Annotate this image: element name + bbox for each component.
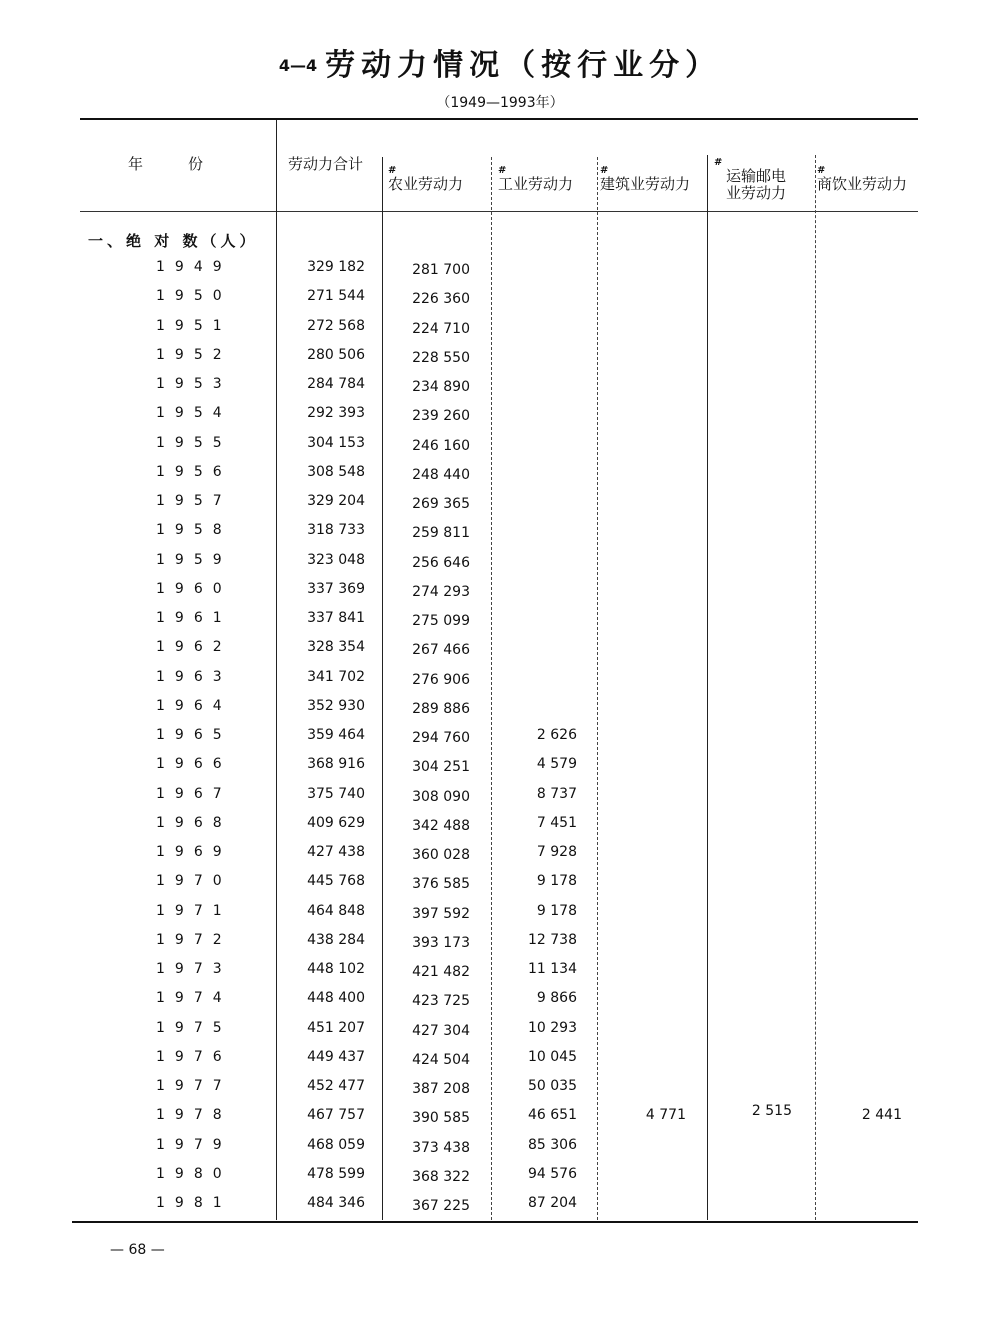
table-row (0, 903, 1000, 932)
industry-cell: 85 306 (528, 1136, 577, 1153)
table-title: 劳动力情况（按行业分） (325, 48, 722, 83)
agriculture-cell: 267 466 (412, 642, 470, 659)
agriculture-cell: 367 225 (412, 1198, 470, 1214)
subitem-mark: # (600, 165, 609, 176)
table-row (0, 815, 1000, 844)
table-row (0, 698, 1000, 727)
agriculture-cell: 275 099 (412, 613, 470, 629)
total-cell: 448 102 (307, 961, 365, 977)
industry-cell: 4 579 (536, 756, 577, 773)
section-label-absolute: 一、绝 对 数（人） (88, 232, 259, 250)
industry-cell: 7 928 (536, 844, 577, 860)
subitem-mark: # (714, 157, 723, 168)
table-number: 4—4 (278, 56, 318, 75)
agriculture-cell: 294 760 (412, 730, 470, 746)
subitem-mark: # (498, 165, 507, 176)
year-cell: 1949 (156, 259, 232, 275)
total-cell: 438 284 (307, 931, 365, 948)
agriculture-cell: 373 438 (412, 1139, 470, 1156)
agriculture-cell: 304 251 (412, 759, 470, 776)
table-row (0, 1078, 1000, 1107)
agriculture-cell: 397 592 (412, 905, 470, 922)
commerce-cell: 2 441 (861, 1107, 902, 1124)
year-cell: 1976 (156, 1048, 232, 1065)
year-cell: 1978 (156, 1107, 232, 1124)
table-row (0, 1166, 1000, 1195)
total-cell: 484 346 (307, 1195, 365, 1211)
table-row (0, 493, 1000, 522)
year-cell: 1974 (156, 990, 232, 1007)
year-range-subtitle: （1949—1993年） (436, 95, 564, 111)
agriculture-cell: 427 304 (412, 1022, 470, 1039)
header-agriculture: # 农业劳动力 (388, 165, 464, 193)
transport-cell: 2 515 (751, 1103, 792, 1120)
year-cell: 1964 (156, 697, 232, 714)
header-transport: # 运输邮电 业劳动力 (714, 157, 787, 202)
table-row (0, 639, 1000, 668)
agriculture-cell: 224 710 (412, 320, 470, 337)
year-cell: 1957 (156, 493, 232, 509)
year-cell: 1979 (156, 1136, 232, 1153)
table-row (0, 873, 1000, 902)
total-cell: 445 768 (307, 873, 365, 890)
page-title (0, 40, 1000, 84)
total-cell: 318 733 (307, 522, 365, 539)
total-cell: 329 204 (307, 493, 365, 509)
year-cell: 1951 (156, 317, 232, 334)
total-cell: 448 400 (307, 990, 365, 1007)
header-industry: # 工业劳动力 (498, 165, 574, 193)
agriculture-cell: 376 585 (412, 876, 470, 893)
table-row (0, 552, 1000, 581)
year-cell: 1968 (156, 814, 232, 831)
year-cell: 1956 (156, 463, 232, 480)
table-row (0, 669, 1000, 698)
agriculture-cell: 234 890 (412, 379, 470, 395)
total-cell: 467 757 (307, 1107, 365, 1124)
table-row (0, 844, 1000, 873)
agriculture-cell: 259 811 (412, 525, 470, 542)
total-cell: 368 916 (307, 756, 365, 773)
industry-cell: 11 134 (528, 961, 577, 977)
year-cell: 1966 (156, 756, 232, 773)
industry-cell: 10 293 (528, 1019, 577, 1036)
agriculture-cell: 360 028 (412, 847, 470, 863)
table-row (0, 932, 1000, 961)
table-row (0, 435, 1000, 464)
year-cell: 1960 (156, 580, 232, 597)
total-cell: 323 048 (307, 551, 365, 568)
industry-cell: 9 866 (536, 990, 577, 1007)
year-cell: 1971 (156, 902, 232, 919)
year-cell: 1981 (156, 1195, 232, 1211)
year-cell: 1972 (156, 931, 232, 948)
total-cell: 427 438 (307, 844, 365, 860)
agriculture-cell: 393 173 (412, 934, 470, 951)
year-cell: 1954 (156, 405, 232, 422)
total-cell: 284 784 (307, 376, 365, 392)
industry-cell: 8 737 (536, 785, 577, 802)
industry-cell: 50 035 (528, 1078, 577, 1094)
agriculture-cell: 226 360 (412, 291, 470, 308)
total-cell: 292 393 (307, 405, 365, 422)
agriculture-cell: 424 504 (412, 1051, 470, 1068)
table-row (0, 259, 1000, 288)
industry-cell: 46 651 (528, 1107, 577, 1124)
agriculture-cell: 276 906 (412, 671, 470, 688)
table-row (0, 405, 1000, 434)
table-row (0, 990, 1000, 1019)
year-cell: 1950 (156, 288, 232, 305)
agriculture-cell: 390 585 (412, 1110, 470, 1127)
table-row (0, 318, 1000, 347)
year-cell: 1952 (156, 346, 232, 363)
total-cell: 452 477 (307, 1078, 365, 1094)
total-cell: 359 464 (307, 727, 365, 743)
table-row (0, 756, 1000, 785)
total-cell: 375 740 (307, 785, 365, 802)
table-row (0, 464, 1000, 493)
total-cell: 328 354 (307, 639, 365, 656)
total-cell: 409 629 (307, 814, 365, 831)
table-row (0, 610, 1000, 639)
total-cell: 304 153 (307, 434, 365, 451)
total-cell: 464 848 (307, 902, 365, 919)
total-cell: 329 182 (307, 259, 365, 275)
total-cell: 337 369 (307, 580, 365, 597)
industry-cell: 10 045 (528, 1048, 577, 1065)
agriculture-cell: 387 208 (412, 1081, 470, 1097)
subitem-mark: # (817, 165, 826, 176)
industry-cell: 7 451 (536, 814, 577, 831)
total-cell: 308 548 (307, 463, 365, 480)
year-cell: 1969 (156, 844, 232, 860)
total-cell: 478 599 (307, 1165, 365, 1182)
year-cell: 1967 (156, 785, 232, 802)
agriculture-cell: 308 090 (412, 788, 470, 805)
table-row (0, 786, 1000, 815)
table-row (0, 376, 1000, 405)
agriculture-cell: 281 700 (412, 262, 470, 278)
industry-cell: 9 178 (536, 902, 577, 919)
table-row (0, 581, 1000, 610)
year-cell: 1977 (156, 1078, 232, 1094)
year-cell: 1955 (156, 434, 232, 451)
agriculture-cell: 246 160 (412, 437, 470, 454)
header-construction: # 建筑业劳动力 (600, 165, 691, 193)
total-cell: 272 568 (307, 317, 365, 334)
total-cell: 337 841 (307, 610, 365, 626)
agriculture-cell: 423 725 (412, 993, 470, 1010)
total-cell: 271 544 (307, 288, 365, 305)
agriculture-cell: 256 646 (412, 554, 470, 571)
year-cell: 1953 (156, 376, 232, 392)
table-row (0, 961, 1000, 990)
table-row (0, 1103, 1000, 1136)
construction-cell: 4 771 (645, 1107, 686, 1124)
total-cell: 341 702 (307, 668, 365, 685)
year-cell: 1965 (156, 727, 232, 743)
header-year: 年 份 (128, 155, 204, 173)
total-cell: 449 437 (307, 1048, 365, 1065)
table-row (0, 1137, 1000, 1166)
table-row (0, 1020, 1000, 1049)
header-commerce: # 商饮业劳动力 (817, 165, 908, 193)
year-cell: 1958 (156, 522, 232, 539)
year-cell: 1980 (156, 1165, 232, 1182)
year-cell: 1962 (156, 639, 232, 656)
year-cell: 1970 (156, 873, 232, 890)
industry-cell: 87 204 (528, 1195, 577, 1211)
agriculture-cell: 368 322 (412, 1168, 470, 1185)
agriculture-cell: 274 293 (412, 583, 470, 600)
industry-cell: 2 626 (536, 727, 577, 743)
year-cell: 1975 (156, 1019, 232, 1036)
header-rule (80, 211, 918, 212)
year-cell: 1963 (156, 668, 232, 685)
industry-cell: 9 178 (536, 873, 577, 890)
total-cell: 451 207 (307, 1019, 365, 1036)
table-row (0, 347, 1000, 376)
subitem-mark: # (388, 165, 397, 176)
agriculture-cell: 248 440 (412, 466, 470, 483)
table-row (0, 288, 1000, 317)
agriculture-cell: 289 886 (412, 700, 470, 717)
table-row (0, 727, 1000, 756)
agriculture-cell: 421 482 (412, 964, 470, 980)
year-cell: 1959 (156, 551, 232, 568)
agriculture-cell: 239 260 (412, 408, 470, 425)
total-cell: 280 506 (307, 346, 365, 363)
agriculture-cell: 269 365 (412, 496, 470, 512)
top-rule (80, 118, 918, 120)
total-cell: 468 059 (307, 1136, 365, 1153)
header-total: 劳动力合计 (288, 155, 364, 173)
industry-cell: 94 576 (528, 1165, 577, 1182)
year-cell: 1961 (156, 610, 232, 626)
table-row (0, 522, 1000, 551)
total-cell: 352 930 (307, 697, 365, 714)
table-row (0, 1195, 1000, 1224)
agriculture-cell: 228 550 (412, 349, 470, 366)
page-number: — 68 — (110, 1242, 165, 1258)
year-cell: 1973 (156, 961, 232, 977)
industry-cell: 12 738 (528, 931, 577, 948)
agriculture-cell: 342 488 (412, 817, 470, 834)
table-row (0, 1049, 1000, 1078)
